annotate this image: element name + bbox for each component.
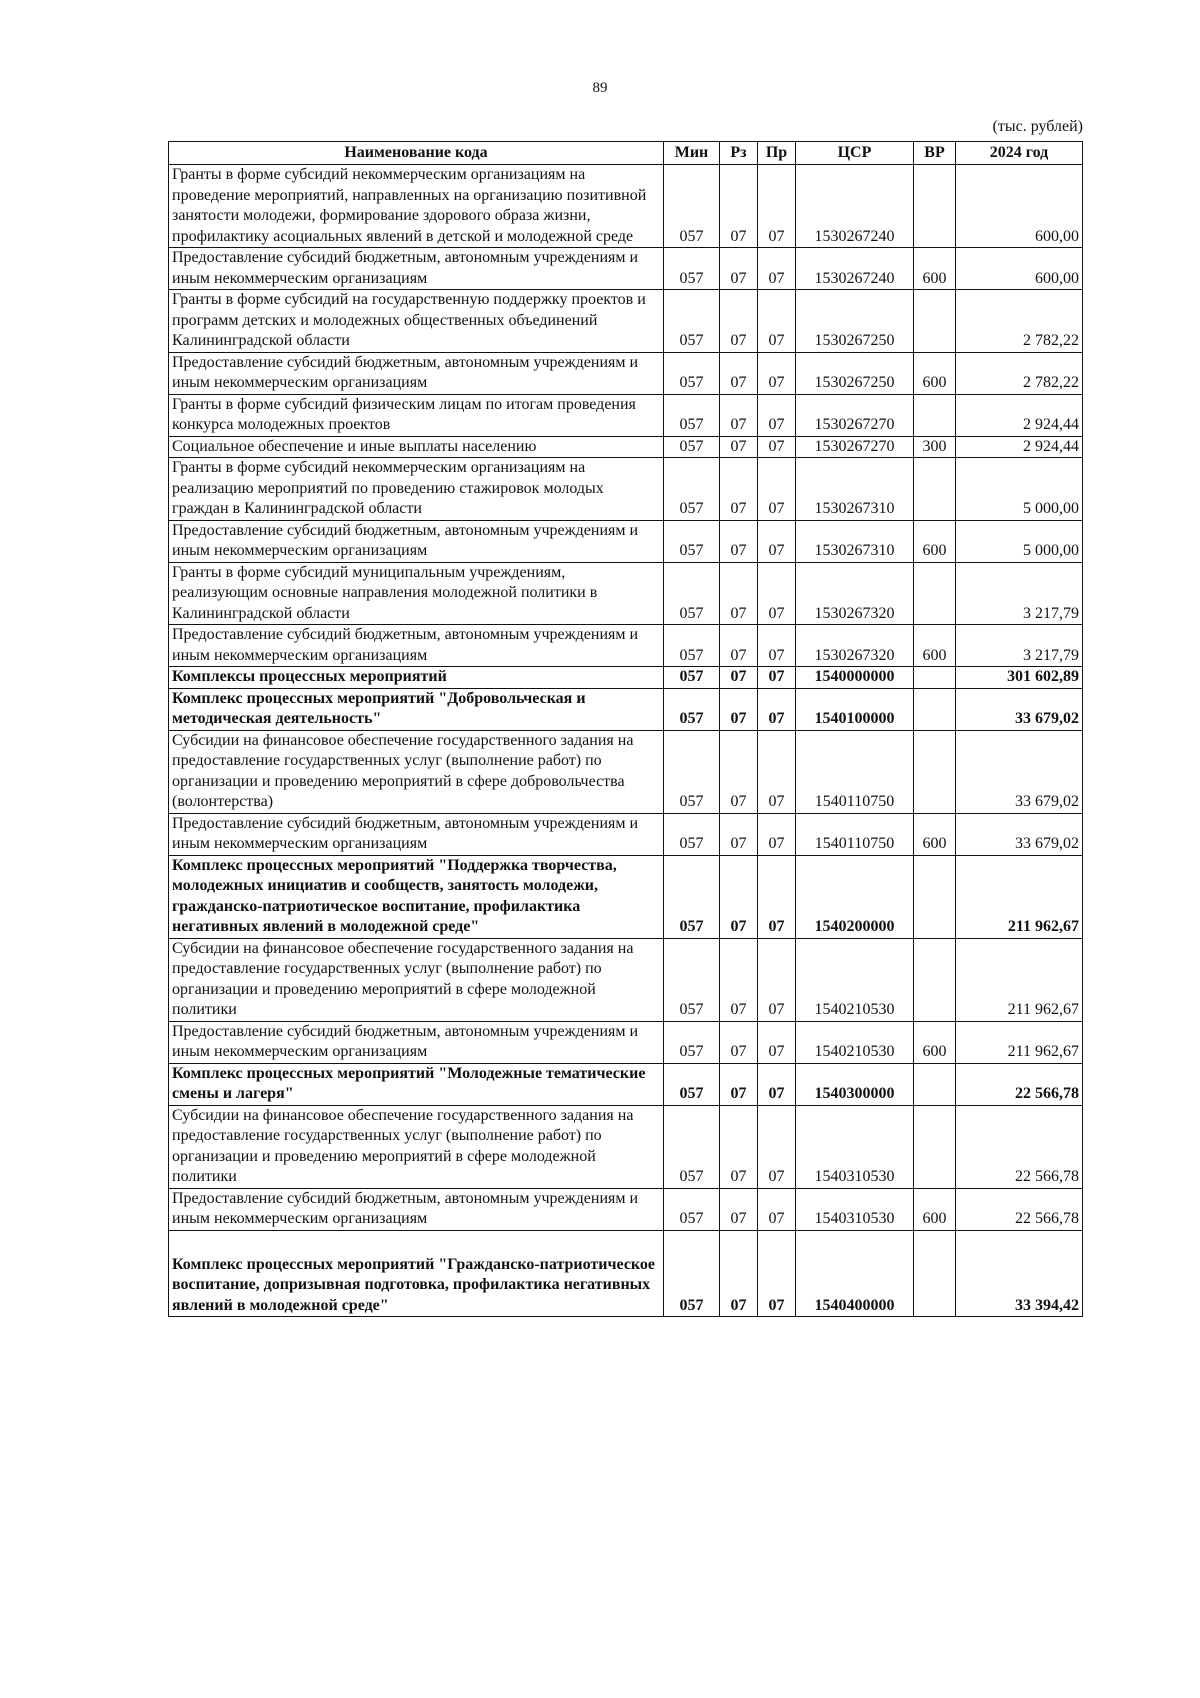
cell-pr: 07 — [758, 436, 796, 458]
cell-csr: 1540310530 — [796, 1188, 914, 1230]
cell-name: Социальное обеспечение и иные выплаты населению — [169, 436, 664, 458]
cell-csr: 1530267310 — [796, 458, 914, 521]
table-row — [169, 855, 1083, 938]
cell-min: 057 — [664, 1230, 720, 1317]
cell-vr — [914, 938, 956, 1021]
cell-sum: 600,00 — [956, 165, 1083, 248]
cell-rz: 07 — [720, 1188, 758, 1230]
budget-table — [168, 141, 1083, 1317]
cell-name: Предоставление субсидий бюджетным, автономным учреждениям и иным некоммерческим организациям — [169, 352, 664, 394]
cell-csr: 1540100000 — [796, 688, 914, 730]
cell-vr — [914, 1105, 956, 1188]
cell-sum: 2 924,44 — [956, 436, 1083, 458]
cell-sum: 5 000,00 — [956, 458, 1083, 521]
header-vr: ВР — [914, 142, 956, 165]
table-row — [169, 1188, 1083, 1230]
table-row — [169, 688, 1083, 730]
cell-sum: 33 394,42 — [956, 1230, 1083, 1317]
cell-rz: 07 — [720, 855, 758, 938]
cell-rz: 07 — [720, 938, 758, 1021]
header-name: Наименование кода — [169, 142, 664, 165]
header-csr: ЦСР — [796, 142, 914, 165]
cell-pr: 07 — [758, 165, 796, 248]
cell-min: 057 — [664, 562, 720, 625]
cell-pr: 07 — [758, 520, 796, 562]
cell-rz: 07 — [720, 813, 758, 855]
cell-pr: 07 — [758, 1230, 796, 1317]
cell-sum: 3 217,79 — [956, 562, 1083, 625]
table-row — [169, 730, 1083, 813]
cell-csr: 1530267320 — [796, 625, 914, 667]
table-row — [169, 520, 1083, 562]
cell-sum: 33 679,02 — [956, 730, 1083, 813]
cell-min: 057 — [664, 1188, 720, 1230]
cell-pr: 07 — [758, 290, 796, 353]
cell-name: Предоставление субсидий бюджетным, автономным учреждениям и иным некоммерческим организациям — [169, 813, 664, 855]
cell-rz: 07 — [720, 667, 758, 689]
cell-csr: 1530267270 — [796, 394, 914, 436]
cell-vr: 600 — [914, 248, 956, 290]
cell-min: 057 — [664, 165, 720, 248]
cell-pr: 07 — [758, 352, 796, 394]
cell-min: 057 — [664, 352, 720, 394]
cell-min: 057 — [664, 730, 720, 813]
cell-rz: 07 — [720, 165, 758, 248]
cell-pr: 07 — [758, 458, 796, 521]
cell-name: Предоставление субсидий бюджетным, автономным учреждениям и иным некоммерческим организациям — [169, 625, 664, 667]
cell-sum: 211 962,67 — [956, 938, 1083, 1021]
cell-vr: 600 — [914, 813, 956, 855]
cell-csr: 1540210530 — [796, 938, 914, 1021]
cell-vr — [914, 562, 956, 625]
table-row — [169, 625, 1083, 667]
table-row — [169, 1105, 1083, 1188]
cell-min: 057 — [664, 394, 720, 436]
table-row — [169, 667, 1083, 689]
cell-vr — [914, 290, 956, 353]
cell-min: 057 — [664, 520, 720, 562]
cell-pr: 07 — [758, 855, 796, 938]
table-row — [169, 1063, 1083, 1105]
cell-pr: 07 — [758, 625, 796, 667]
cell-rz: 07 — [720, 562, 758, 625]
cell-min: 057 — [664, 290, 720, 353]
cell-vr — [914, 394, 956, 436]
cell-min: 057 — [664, 1063, 720, 1105]
cell-vr: 600 — [914, 1188, 956, 1230]
cell-vr — [914, 458, 956, 521]
cell-name: Гранты в форме субсидий на государственную поддержку проектов и программ детских и молодежных общественных объединений Калининградской области — [169, 290, 664, 353]
cell-csr: 1540400000 — [796, 1230, 914, 1317]
table-row — [169, 436, 1083, 458]
cell-name: Предоставление субсидий бюджетным, автономным учреждениям и иным некоммерческим организациям — [169, 1188, 664, 1230]
cell-min: 057 — [664, 458, 720, 521]
cell-csr: 1530267270 — [796, 436, 914, 458]
cell-min: 057 — [664, 813, 720, 855]
cell-rz: 07 — [720, 290, 758, 353]
cell-min: 057 — [664, 688, 720, 730]
cell-min: 057 — [664, 1105, 720, 1188]
cell-name: Субсидии на финансовое обеспечение государственного задания на предоставление государственных услуг (выполнение работ) по организации и проведению мероприятий в сфере добровольчества (волонтерства) — [169, 730, 664, 813]
table-header-row — [169, 142, 1083, 165]
header-sum: 2024 год — [956, 142, 1083, 165]
cell-min: 057 — [664, 625, 720, 667]
cell-vr — [914, 667, 956, 689]
cell-vr — [914, 688, 956, 730]
cell-name: Субсидии на финансовое обеспечение государственного задания на предоставление государственных услуг (выполнение работ) по организации и проведению мероприятий в сфере молодежной политики — [169, 938, 664, 1021]
cell-name: Предоставление субсидий бюджетным, автономным учреждениям и иным некоммерческим организациям — [169, 520, 664, 562]
cell-vr — [914, 730, 956, 813]
header-min: Мин — [664, 142, 720, 165]
units-label: (тыс. рублей) — [992, 118, 1083, 135]
cell-csr: 1530267240 — [796, 165, 914, 248]
cell-rz: 07 — [720, 1063, 758, 1105]
cell-pr: 07 — [758, 667, 796, 689]
cell-sum: 33 679,02 — [956, 813, 1083, 855]
page-number: 89 — [592, 80, 608, 96]
cell-rz: 07 — [720, 688, 758, 730]
table-body — [169, 165, 1083, 1317]
cell-name: Гранты в форме субсидий физическим лицам по итогам проведения конкурса молодежных проектов — [169, 394, 664, 436]
cell-rz: 07 — [720, 394, 758, 436]
cell-sum: 2 782,22 — [956, 352, 1083, 394]
cell-vr: 600 — [914, 1021, 956, 1063]
cell-csr: 1540300000 — [796, 1063, 914, 1105]
cell-csr: 1540200000 — [796, 855, 914, 938]
cell-csr: 1530267250 — [796, 290, 914, 353]
cell-name: Предоставление субсидий бюджетным, автономным учреждениям и иным некоммерческим организациям — [169, 248, 664, 290]
cell-name: Комплекс процессных мероприятий "Молодежные тематические смены и лагеря" — [169, 1063, 664, 1105]
cell-rz: 07 — [720, 730, 758, 813]
cell-csr: 1540210530 — [796, 1021, 914, 1063]
cell-csr: 1540110750 — [796, 813, 914, 855]
table-row — [169, 458, 1083, 521]
header-rz: Рз — [720, 142, 758, 165]
cell-min: 057 — [664, 1021, 720, 1063]
cell-name: Гранты в форме субсидий некоммерческим организациям на проведение мероприятий, направленных на организацию позитивной занятости молодежи, формирование здорового образа жизни, профилактику асоциальных явлений в детской и молодежной среде — [169, 165, 664, 248]
cell-pr: 07 — [758, 394, 796, 436]
table-row — [169, 813, 1083, 855]
cell-sum: 22 566,78 — [956, 1188, 1083, 1230]
cell-csr: 1540310530 — [796, 1105, 914, 1188]
cell-name: Комплекс процессных мероприятий "Поддержка творчества, молодежных инициатив и сообществ, занятость молодежи, гражданско-патриотическое воспитание, профилактика негативных явлений в молодежной среде" — [169, 855, 664, 938]
cell-name: Субсидии на финансовое обеспечение государственного задания на предоставление государственных услуг (выполнение работ) по организации и проведению мероприятий в сфере молодежной политики — [169, 1105, 664, 1188]
cell-rz: 07 — [720, 248, 758, 290]
cell-vr: 600 — [914, 625, 956, 667]
table-row — [169, 394, 1083, 436]
cell-sum: 211 962,67 — [956, 1021, 1083, 1063]
table-row — [169, 1021, 1083, 1063]
cell-pr: 07 — [758, 730, 796, 813]
cell-rz: 07 — [720, 625, 758, 667]
cell-min: 057 — [664, 248, 720, 290]
cell-sum: 211 962,67 — [956, 855, 1083, 938]
cell-sum: 301 602,89 — [956, 667, 1083, 689]
cell-vr — [914, 1230, 956, 1317]
cell-sum: 22 566,78 — [956, 1063, 1083, 1105]
cell-pr: 07 — [758, 938, 796, 1021]
table-row — [169, 248, 1083, 290]
cell-sum: 2 782,22 — [956, 290, 1083, 353]
cell-rz: 07 — [720, 520, 758, 562]
cell-rz: 07 — [720, 352, 758, 394]
cell-vr: 600 — [914, 352, 956, 394]
cell-sum: 2 924,44 — [956, 394, 1083, 436]
cell-csr: 1530267250 — [796, 352, 914, 394]
cell-sum: 33 679,02 — [956, 688, 1083, 730]
cell-pr: 07 — [758, 1021, 796, 1063]
cell-name: Комплекс процессных мероприятий "Гражданско-патриотическое воспитание, допризывная подготовка, профилактика негативных явлений в молодежной среде" — [169, 1230, 664, 1317]
cell-min: 057 — [664, 667, 720, 689]
cell-min: 057 — [664, 436, 720, 458]
cell-vr: 600 — [914, 520, 956, 562]
header-pr: Пр — [758, 142, 796, 165]
cell-sum: 22 566,78 — [956, 1105, 1083, 1188]
cell-min: 057 — [664, 938, 720, 1021]
table-row — [169, 938, 1083, 1021]
cell-rz: 07 — [720, 1230, 758, 1317]
cell-sum: 3 217,79 — [956, 625, 1083, 667]
cell-pr: 07 — [758, 813, 796, 855]
cell-rz: 07 — [720, 1105, 758, 1188]
cell-pr: 07 — [758, 562, 796, 625]
cell-vr: 300 — [914, 436, 956, 458]
cell-pr: 07 — [758, 248, 796, 290]
cell-pr: 07 — [758, 1063, 796, 1105]
cell-rz: 07 — [720, 1021, 758, 1063]
cell-csr: 1530267310 — [796, 520, 914, 562]
cell-name: Гранты в форме субсидий некоммерческим организациям на реализацию мероприятий по проведению стажировок молодых граждан в Калининградской области — [169, 458, 664, 521]
table-row — [169, 165, 1083, 248]
cell-pr: 07 — [758, 1188, 796, 1230]
table-row — [169, 352, 1083, 394]
cell-name: Гранты в форме субсидий муниципальным учреждениям, реализующим основные направления молодежной политики в Калининградской области — [169, 562, 664, 625]
cell-pr: 07 — [758, 688, 796, 730]
cell-csr: 1540110750 — [796, 730, 914, 813]
cell-csr: 1530267240 — [796, 248, 914, 290]
cell-pr: 07 — [758, 1105, 796, 1188]
cell-rz: 07 — [720, 458, 758, 521]
cell-name: Комплекс процессных мероприятий "Добровольческая и методическая деятельность" — [169, 688, 664, 730]
cell-vr — [914, 165, 956, 248]
table-row — [169, 1230, 1083, 1317]
table-row — [169, 290, 1083, 353]
cell-csr: 1530267320 — [796, 562, 914, 625]
cell-vr — [914, 855, 956, 938]
table-row — [169, 562, 1083, 625]
cell-name: Комплексы процессных мероприятий — [169, 667, 664, 689]
cell-csr: 1540000000 — [796, 667, 914, 689]
cell-sum: 5 000,00 — [956, 520, 1083, 562]
cell-vr — [914, 1063, 956, 1105]
cell-min: 057 — [664, 855, 720, 938]
cell-rz: 07 — [720, 436, 758, 458]
cell-name: Предоставление субсидий бюджетным, автономным учреждениям и иным некоммерческим организациям — [169, 1021, 664, 1063]
cell-sum: 600,00 — [956, 248, 1083, 290]
